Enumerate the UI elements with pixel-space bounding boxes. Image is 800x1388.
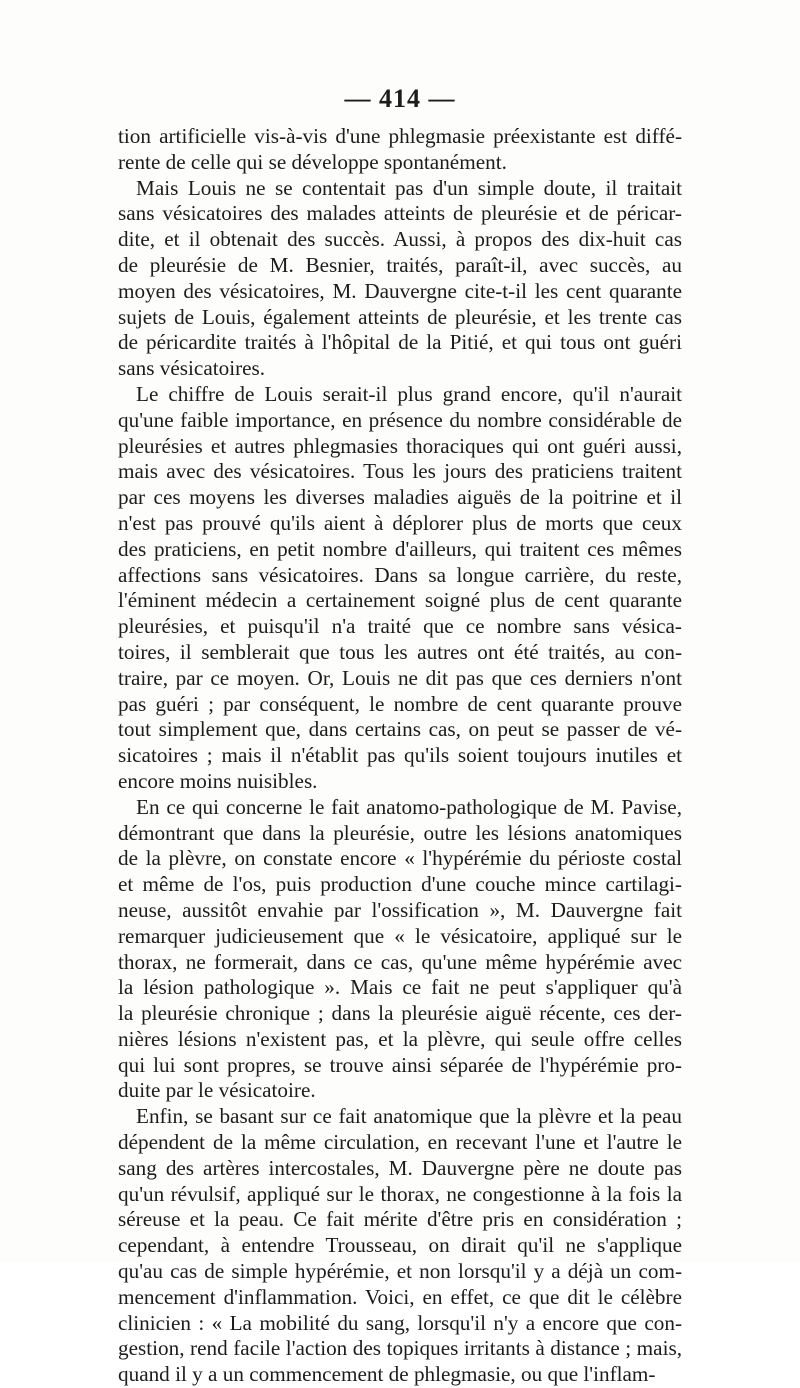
paragraph <box>118 176 682 382</box>
text-line: qu'un révulsif, appliqué sur le thorax, ne congestionne à la fois la <box>118 1181 682 1206</box>
text-line: des praticiens, en petit nombre d'ailleurs, qui traitent ces mêmes <box>118 536 682 561</box>
text-line: qu'une faible importance, en présence du nombre considérable de <box>118 407 682 432</box>
text-line: la pleurésie chronique ; dans la pleurésie aiguë récente, ces der- <box>118 1001 682 1026</box>
text-line: dite, et il obtenait des succès. Aussi, à propos des dix-huit cas <box>118 227 682 252</box>
text-line: et même de l'os, puis production d'une couche mince cartilagi- <box>118 872 682 897</box>
paragraph <box>118 124 682 176</box>
text-line: pleurésies, et puisqu'il n'a traité que ce nombre sans vésica- <box>118 614 682 639</box>
text-line: sans vésicatoires des malades atteints de pleurésie et de péricar- <box>118 201 682 226</box>
text-line: la lésion pathologique ». Mais ce fait ne peut s'appliquer qu'à <box>118 975 682 1000</box>
text-line: Le chiffre de Louis serait-il plus grand encore, qu'il n'aurait <box>136 381 682 406</box>
text-line: duite par le vésicatoire. <box>118 1078 316 1103</box>
text-line: qu'au cas de simple hypérémie, et non lorsqu'il y a déjà un com- <box>118 1259 682 1284</box>
text-line: l'éminent médecin a certainement soigné plus de cent quarante <box>118 588 682 613</box>
page-number: — 414 — <box>344 84 456 113</box>
text-line: sans vésicatoires. <box>118 356 266 381</box>
paragraph <box>118 795 682 1105</box>
text-line: dépendent de la même circulation, en recevant l'une et l'autre le <box>118 1130 682 1155</box>
text-line: pleurésies et autres phlegmasies thoraciques qui ont guéri aussi, <box>118 433 682 458</box>
text-line: cependant, à entendre Trousseau, on dirait qu'il ne s'applique <box>118 1233 682 1258</box>
text-line: rente de celle qui se développe spontanément. <box>118 149 507 174</box>
text-line: nières lésions n'existent pas, et la plèvre, qui seule offre celles <box>118 1026 682 1051</box>
text-line: séreuse et la peau. Ce fait mérite d'être pris en considération ; <box>118 1207 682 1232</box>
text-line: Enfin, se basant sur ce fait anatomique que la plèvre et la peau <box>136 1104 682 1129</box>
text-line: clinicien : « La mobilité du sang, lorsqu'il n'y a encore que con- <box>118 1310 682 1335</box>
text-line: neuse, aussitôt envahie par l'ossification », M. Dauvergne fait <box>118 897 682 922</box>
text-line: thorax, ne formerait, dans ce cas, qu'une même hypérémie avec <box>118 949 682 974</box>
text-line: mais avec des vésicatoires. Tous les jours des praticiens traitent <box>118 459 682 484</box>
text-line: moyen des vésicatoires, M. Dauvergne cite-t-il les cent quarante <box>118 278 682 303</box>
text-line: n'est pas prouvé qu'ils aient à déplorer plus de morts que ceux <box>118 510 682 535</box>
text-line: mencement d'inflammation. Voici, en effet, ce que dit le célèbre <box>118 1284 682 1309</box>
paragraph <box>118 382 682 795</box>
text-line: sicatoires ; mais il n'établit pas qu'ils soient toujours inutiles et <box>118 743 682 768</box>
text-line: sujets de Louis, également atteints de pleurésie, et les trente cas <box>118 304 682 329</box>
text-line: pas guéri ; par conséquent, le nombre de cent quarante prouve <box>118 691 682 716</box>
text-line: En ce qui concerne le fait anatomo-pathologique de M. Pavise, <box>136 794 682 819</box>
text-line: tion artificielle vis-à-vis d'une phlegmasie préexistante est diffé- <box>118 124 682 148</box>
body-text <box>118 124 682 1388</box>
text-line: quand il y a un commencement de phlegmasie, ou que l'inflam- <box>118 1362 656 1387</box>
text-line: par ces moyens les diverses maladies aiguës de la poitrine et il <box>118 485 682 510</box>
text-line: de pleurésie de M. Besnier, traités, paraît-il, avec succès, au <box>118 252 682 277</box>
text-line: affections sans vésicatoires. Dans sa longue carrière, du reste, <box>118 562 682 587</box>
text-line: démontrant que dans la pleurésie, outre les lésions anatomiques <box>118 820 682 845</box>
text-line: sang des artères intercostales, M. Dauvergne père ne doute pas <box>118 1155 682 1180</box>
text-line: traire, par ce moyen. Or, Louis ne dit pas que ces derniers n'ont <box>118 665 682 690</box>
text-line: de péricardite traités à l'hôpital de la Pitié, et qui tous ont guéri <box>118 330 682 355</box>
paragraph <box>118 1104 682 1388</box>
text-line: tout simplement que, dans certains cas, on peut se passer de vé- <box>118 717 682 742</box>
text-line: toires, il semblerait que tous les autres ont été traités, au con- <box>118 639 682 664</box>
text-line: remarquer judicieusement que « le vésicatoire, appliqué sur le <box>118 923 682 948</box>
text-line: encore moins nuisibles. <box>118 768 318 793</box>
text-line: de la plèvre, on constate encore « l'hypérémie du périoste costal <box>118 846 682 871</box>
text-line: gestion, rend facile l'action des topiques irritants à distance ; mais, <box>118 1336 682 1361</box>
text-line: qui lui sont propres, se trouve ainsi séparée de l'hypérémie pro- <box>118 1052 682 1077</box>
text-line: Mais Louis ne se contentait pas d'un simple doute, il traitait <box>136 175 682 200</box>
